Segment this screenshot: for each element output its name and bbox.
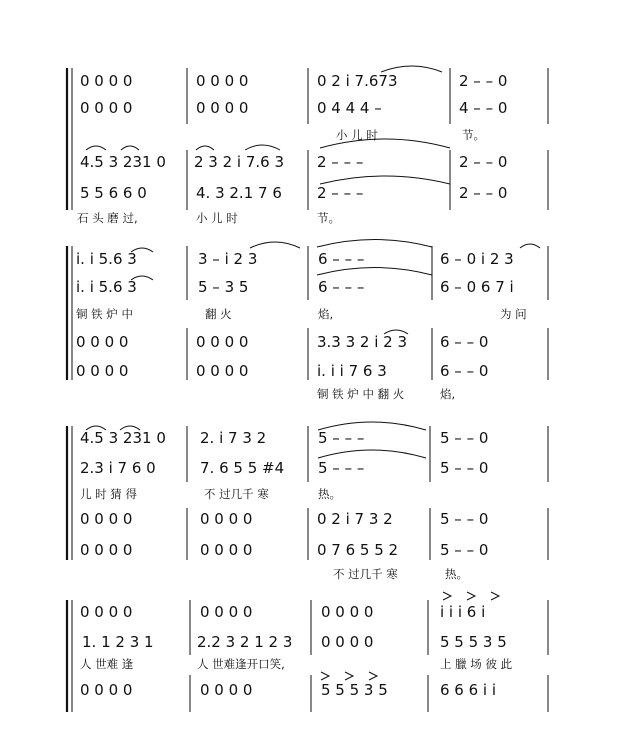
lyric: 焰, bbox=[440, 387, 456, 401]
cell: 5 – 3 5 bbox=[198, 278, 249, 296]
cell: i. i 5.6 3 bbox=[76, 278, 137, 296]
cell: 0 0 0 0 bbox=[200, 681, 253, 699]
cell: 0 0 0 0 bbox=[200, 541, 253, 559]
lyric: 翻 火 bbox=[205, 307, 232, 321]
lyric: 上 臘 场 彼 此 bbox=[440, 657, 513, 671]
cell: 3.3 3 2 i 2 3 bbox=[317, 333, 408, 351]
cell: 6 – 0 6 7 i bbox=[440, 278, 514, 296]
cell: 4.5 3 231 0 bbox=[80, 429, 166, 447]
system-2-content bbox=[76, 250, 527, 401]
cell: 5 5 6 6 0 bbox=[80, 184, 147, 202]
cell: 6 6 6 i i bbox=[440, 681, 497, 699]
cell: 5 – – 0 bbox=[440, 541, 489, 559]
cell: 3 – i 2 3 bbox=[198, 250, 258, 268]
system-1-content bbox=[77, 72, 507, 225]
cell: 7. 6 5 5 #4 bbox=[200, 459, 285, 477]
lyric: 为 问 bbox=[500, 307, 527, 321]
cell: 0 0 0 0 bbox=[76, 333, 129, 351]
cell: 6 – – – bbox=[318, 250, 365, 268]
cell: 2 – – 0 bbox=[459, 153, 508, 171]
cell: 0 0 0 0 bbox=[80, 603, 133, 621]
cell: 4. 3 2.1 7 6 bbox=[196, 184, 282, 202]
cell: 0 0 0 0 bbox=[321, 633, 374, 651]
cell: 5 – – 0 bbox=[440, 459, 489, 477]
lyric: 石 头 磨 过, bbox=[77, 211, 138, 225]
cell: 5 – – – bbox=[318, 429, 365, 447]
cell: 0 0 0 0 bbox=[80, 681, 133, 699]
cell: 0 0 0 0 bbox=[76, 362, 129, 380]
cell: 1. 1 2 3 1 bbox=[82, 633, 154, 651]
lyric: 小 儿 时 bbox=[336, 128, 378, 142]
lyric: 节。 bbox=[462, 128, 485, 142]
lyric: 不 过几千 寒 bbox=[333, 567, 398, 581]
cell: 0 0 0 0 bbox=[80, 99, 133, 117]
cell: 2. i 7 3 2 bbox=[200, 429, 267, 447]
cell: 6 – 0 i 2 3 bbox=[440, 250, 514, 268]
cell: 0 2 i 7.673 bbox=[317, 72, 398, 90]
cell: 6 – – 0 bbox=[440, 362, 489, 380]
cell: 0 0 0 0 bbox=[80, 72, 133, 90]
cell: 2 – – 0 bbox=[459, 184, 508, 202]
cell: 2 – – 0 bbox=[459, 72, 508, 90]
cell: 5 – – 0 bbox=[440, 429, 489, 447]
cell: 0 0 0 0 bbox=[200, 603, 253, 621]
lyric: 热。 bbox=[318, 487, 341, 501]
cell: 2.3 i 7 6 0 bbox=[80, 459, 156, 477]
lyric: 儿 时 猜 得 bbox=[80, 487, 137, 501]
cell: 2 3 2 i 7.6 3 bbox=[194, 153, 285, 171]
lyric: 热。 bbox=[445, 567, 468, 581]
lyric: 铜 铁 炉 中 翻 火 bbox=[317, 387, 405, 401]
lyric: 人 世难 逢 bbox=[80, 657, 134, 671]
cell: 0 0 0 0 bbox=[80, 541, 133, 559]
cell: 0 7 6 5 5 2 bbox=[317, 541, 399, 559]
cell: 6 – – 0 bbox=[440, 333, 489, 351]
cell: 0 0 0 0 bbox=[321, 603, 374, 621]
cell: 2.2 3 2 1 2 3 bbox=[197, 633, 293, 651]
lyric: 铜 铁 炉 中 bbox=[76, 307, 133, 321]
cell: 0 2 i 7 3 2 bbox=[317, 510, 393, 528]
cell: 5 – – 0 bbox=[440, 510, 489, 528]
cell: 0 0 0 0 bbox=[196, 362, 249, 380]
cell: 6 – – – bbox=[318, 278, 365, 296]
cell: 4 – – 0 bbox=[459, 99, 508, 117]
system-3-content bbox=[80, 429, 488, 581]
lyric: 小 儿 时 bbox=[196, 211, 238, 225]
cell: 0 0 0 0 bbox=[196, 99, 249, 117]
cell: 4.5 3 231 0 bbox=[80, 153, 166, 171]
cell: 5 5 5 3 5 bbox=[440, 633, 507, 651]
cell: 0 4 4 4 – bbox=[317, 99, 382, 117]
cell: 0 0 0 0 bbox=[200, 510, 253, 528]
lyric: 人 世难逢开口笑, bbox=[197, 657, 285, 671]
cell: 5 5 5 3 5 bbox=[321, 681, 388, 699]
cell: i. i 5.6 3 bbox=[76, 250, 137, 268]
cell: 0 0 0 0 bbox=[80, 510, 133, 528]
lyric: 节。 bbox=[317, 211, 340, 225]
cell: i. i i 7 6 3 bbox=[317, 362, 387, 380]
lyric: 不 过几千 寒 bbox=[204, 487, 269, 501]
cell: 0 0 0 0 bbox=[196, 72, 249, 90]
lyric: 焰, bbox=[318, 307, 334, 321]
cell: i i i 6 i bbox=[440, 603, 486, 621]
cell: 2 – – – bbox=[317, 184, 364, 202]
cell: 5 – – – bbox=[318, 459, 365, 477]
system-4-content bbox=[80, 603, 513, 699]
cell: 0 0 0 0 bbox=[196, 333, 249, 351]
cell: 2 – – – bbox=[317, 153, 364, 171]
